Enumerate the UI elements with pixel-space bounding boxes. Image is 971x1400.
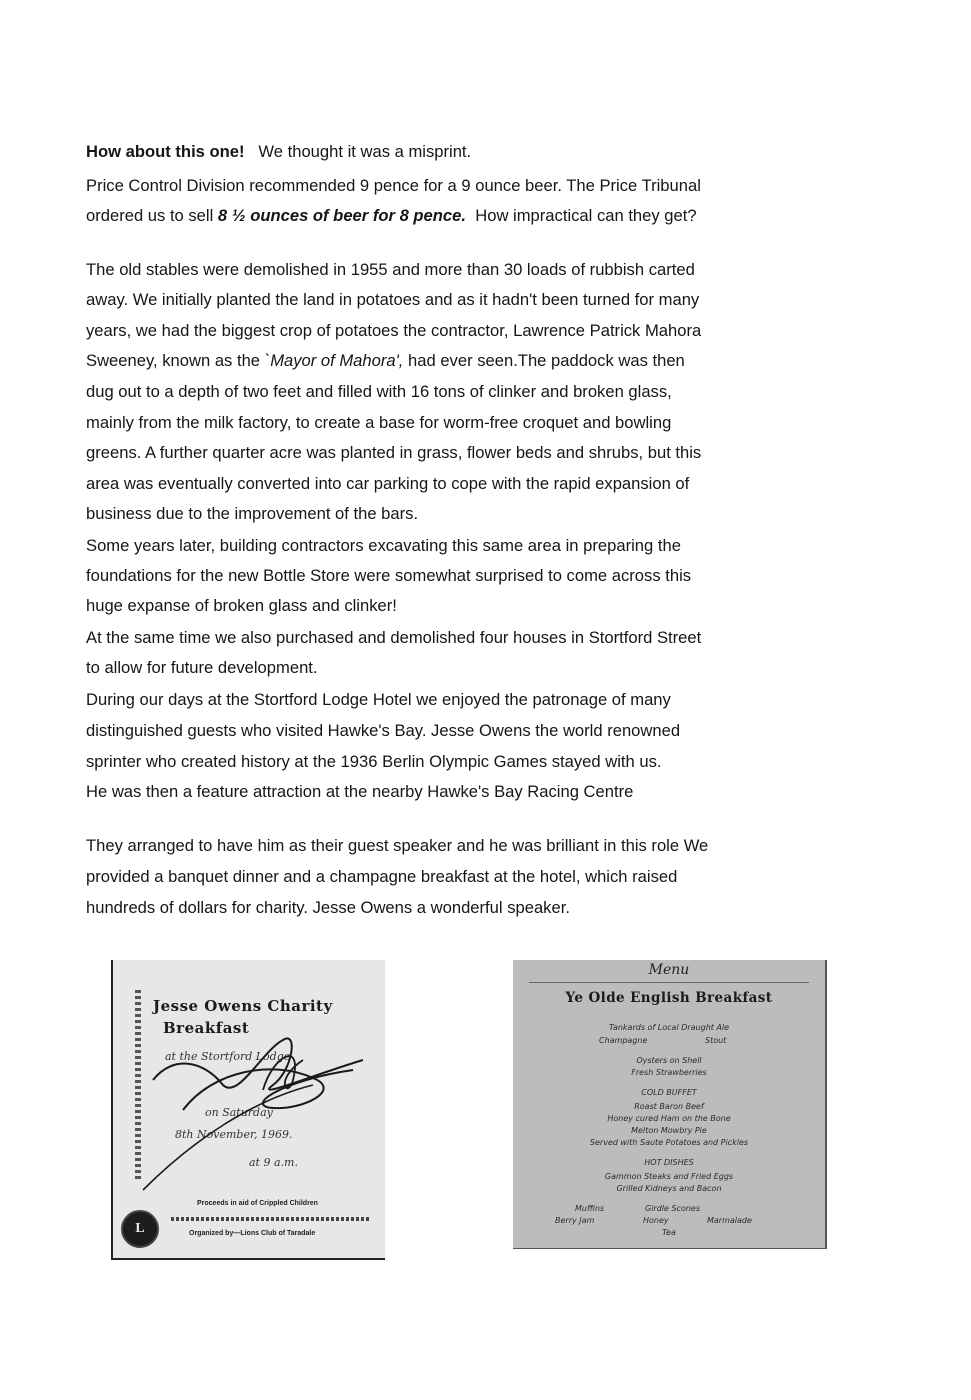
owens-line: They arranged to have him as their guest speaker and he was brilliant in this role We — [86, 836, 709, 855]
stables-line: area was eventually converted into car parking to cope with the rapid expansion of — [86, 474, 690, 493]
autograph-signature — [113, 960, 385, 1258]
stables-line: The old stables were demolished in 1955 and more than 30 loads of rubbish carted — [86, 260, 695, 279]
stables-line: business due to the improvement of the bars. — [86, 504, 419, 523]
menu-item: Roast Baron Beef — [634, 1102, 704, 1111]
menu-item: Tankards of Local Draught Ale — [608, 1023, 730, 1032]
sweeney-end: had ever seen.The paddock was then — [408, 351, 685, 370]
stables-line: Some years later, building contractors excavating this same area in preparing the — [86, 536, 681, 555]
stables-line: dug out to a depth of two feet and filled with 16 tons of clinker and broken glass, — [86, 382, 672, 401]
menu-item: Oysters on Shell — [636, 1056, 702, 1065]
menu-item: Stout — [705, 1036, 727, 1045]
breakfast-title-line-2: Breakfast — [163, 1019, 250, 1037]
menu-heading: Menu — [648, 962, 690, 978]
menu-item: Grilled Kidneys and Bacon — [616, 1184, 722, 1193]
proceeds-text: Proceeds in aid of Crippled Children — [197, 1200, 318, 1207]
owens-line: provided a banquet dinner and a champagne breakfast at the hotel, which raised — [86, 867, 678, 886]
menu-item: Served with Saute Potatoes and Pickles — [589, 1138, 749, 1147]
stables-line: huge expanse of broken glass and clinker! — [86, 596, 397, 615]
opening-rest: We thought it was a misprint. — [258, 142, 472, 161]
guests-line: distinguished guests who visited Hawke's Bay. Jesse Owens the world renowned — [86, 721, 681, 740]
menu-item: Honey cured Ham on the Bone — [607, 1114, 731, 1123]
price-line-1: Price Control Division recommended 9 pence for a 9 ounce beer. The Price Tribunal — [86, 176, 701, 195]
price-line-2 — [86, 206, 846, 226]
organizer-text: Organized by—Lions Club of Taradale — [189, 1230, 316, 1237]
charity-breakfast-card — [111, 960, 385, 1260]
opening-bold: How about this one! — [86, 142, 245, 161]
menu-item: Melton Mowbry Pie — [631, 1126, 707, 1135]
stables-line: greens. A further quarter acre was planted in grass, flower beds and shrubs, but this — [86, 443, 702, 462]
venue-text: at the Stortford Lodge — [165, 1050, 291, 1063]
price-line-2-emphasis: 8 ½ ounces of beer for 8 pence. — [217, 206, 466, 225]
menu-item: Berry Jam — [555, 1216, 595, 1225]
lions-club-logo: L — [121, 1210, 159, 1248]
guests-line: He was then a feature attraction at the nearby Hawke's Bay Racing Centre — [86, 782, 634, 801]
menu-item: Girdle Scones — [645, 1204, 701, 1213]
mayor-of-mahora: `Mayor of Mahora', — [264, 351, 404, 370]
guests-line: sprinter who created history at the 1936 Berlin Olympic Games stayed with us. — [86, 752, 662, 771]
price-line-2-start: ordered us to sell — [86, 206, 214, 225]
price-line-2-end: How impractical can they get? — [475, 206, 697, 225]
breakfast-menu-card — [513, 960, 827, 1249]
menu-rule — [529, 982, 809, 983]
stables-line: away. We initially planted the land in potatoes and as it hadn't been turned for many — [86, 290, 700, 309]
breakfast-title-line-1: Jesse Owens Charity — [153, 997, 333, 1015]
menu-item: Honey — [643, 1216, 669, 1225]
menu-item: Muffins — [575, 1204, 605, 1213]
menu-item: Fresh Strawberries — [631, 1068, 707, 1077]
date-text: 8th November, 1969. — [175, 1128, 293, 1141]
sweeney-start: Sweeney, known as the — [86, 351, 261, 370]
menu-item: Champagne — [599, 1036, 648, 1045]
stables-line: to allow for future development. — [86, 658, 318, 677]
stables-line: years, we had the biggest crop of potatoes the contractor, Lawrence Patrick Mahora — [86, 321, 702, 340]
sweeney-line — [86, 351, 846, 371]
menu-section-heading: COLD BUFFET — [641, 1088, 697, 1097]
guests-line: During our days at the Stortford Lodge Hotel we enjoyed the patronage of many — [86, 690, 671, 709]
stables-line: mainly from the milk factory, to create a base for worm-free croquet and bowling — [86, 413, 672, 432]
opening-line — [86, 142, 846, 162]
menu-item: Marmalade — [707, 1216, 752, 1225]
stables-line: foundations for the new Bottle Store were somewhat surprised to come across this — [86, 566, 692, 585]
day-text: on Saturday — [205, 1106, 273, 1119]
menu-item: Gammon Steaks and Fried Eggs — [604, 1172, 734, 1181]
menu-item: Tea — [662, 1228, 676, 1237]
card-divider — [171, 1217, 371, 1221]
stables-line: At the same time we also purchased and demolished four houses in Stortford Street — [86, 628, 702, 647]
menu-title: Ye Olde English Breakfast — [565, 990, 773, 1006]
owens-line: hundreds of dollars for charity. Jesse Owens a wonderful speaker. — [86, 898, 570, 917]
time-text: at 9 a.m. — [249, 1156, 298, 1169]
menu-section-heading: HOT DISHES — [644, 1158, 694, 1167]
